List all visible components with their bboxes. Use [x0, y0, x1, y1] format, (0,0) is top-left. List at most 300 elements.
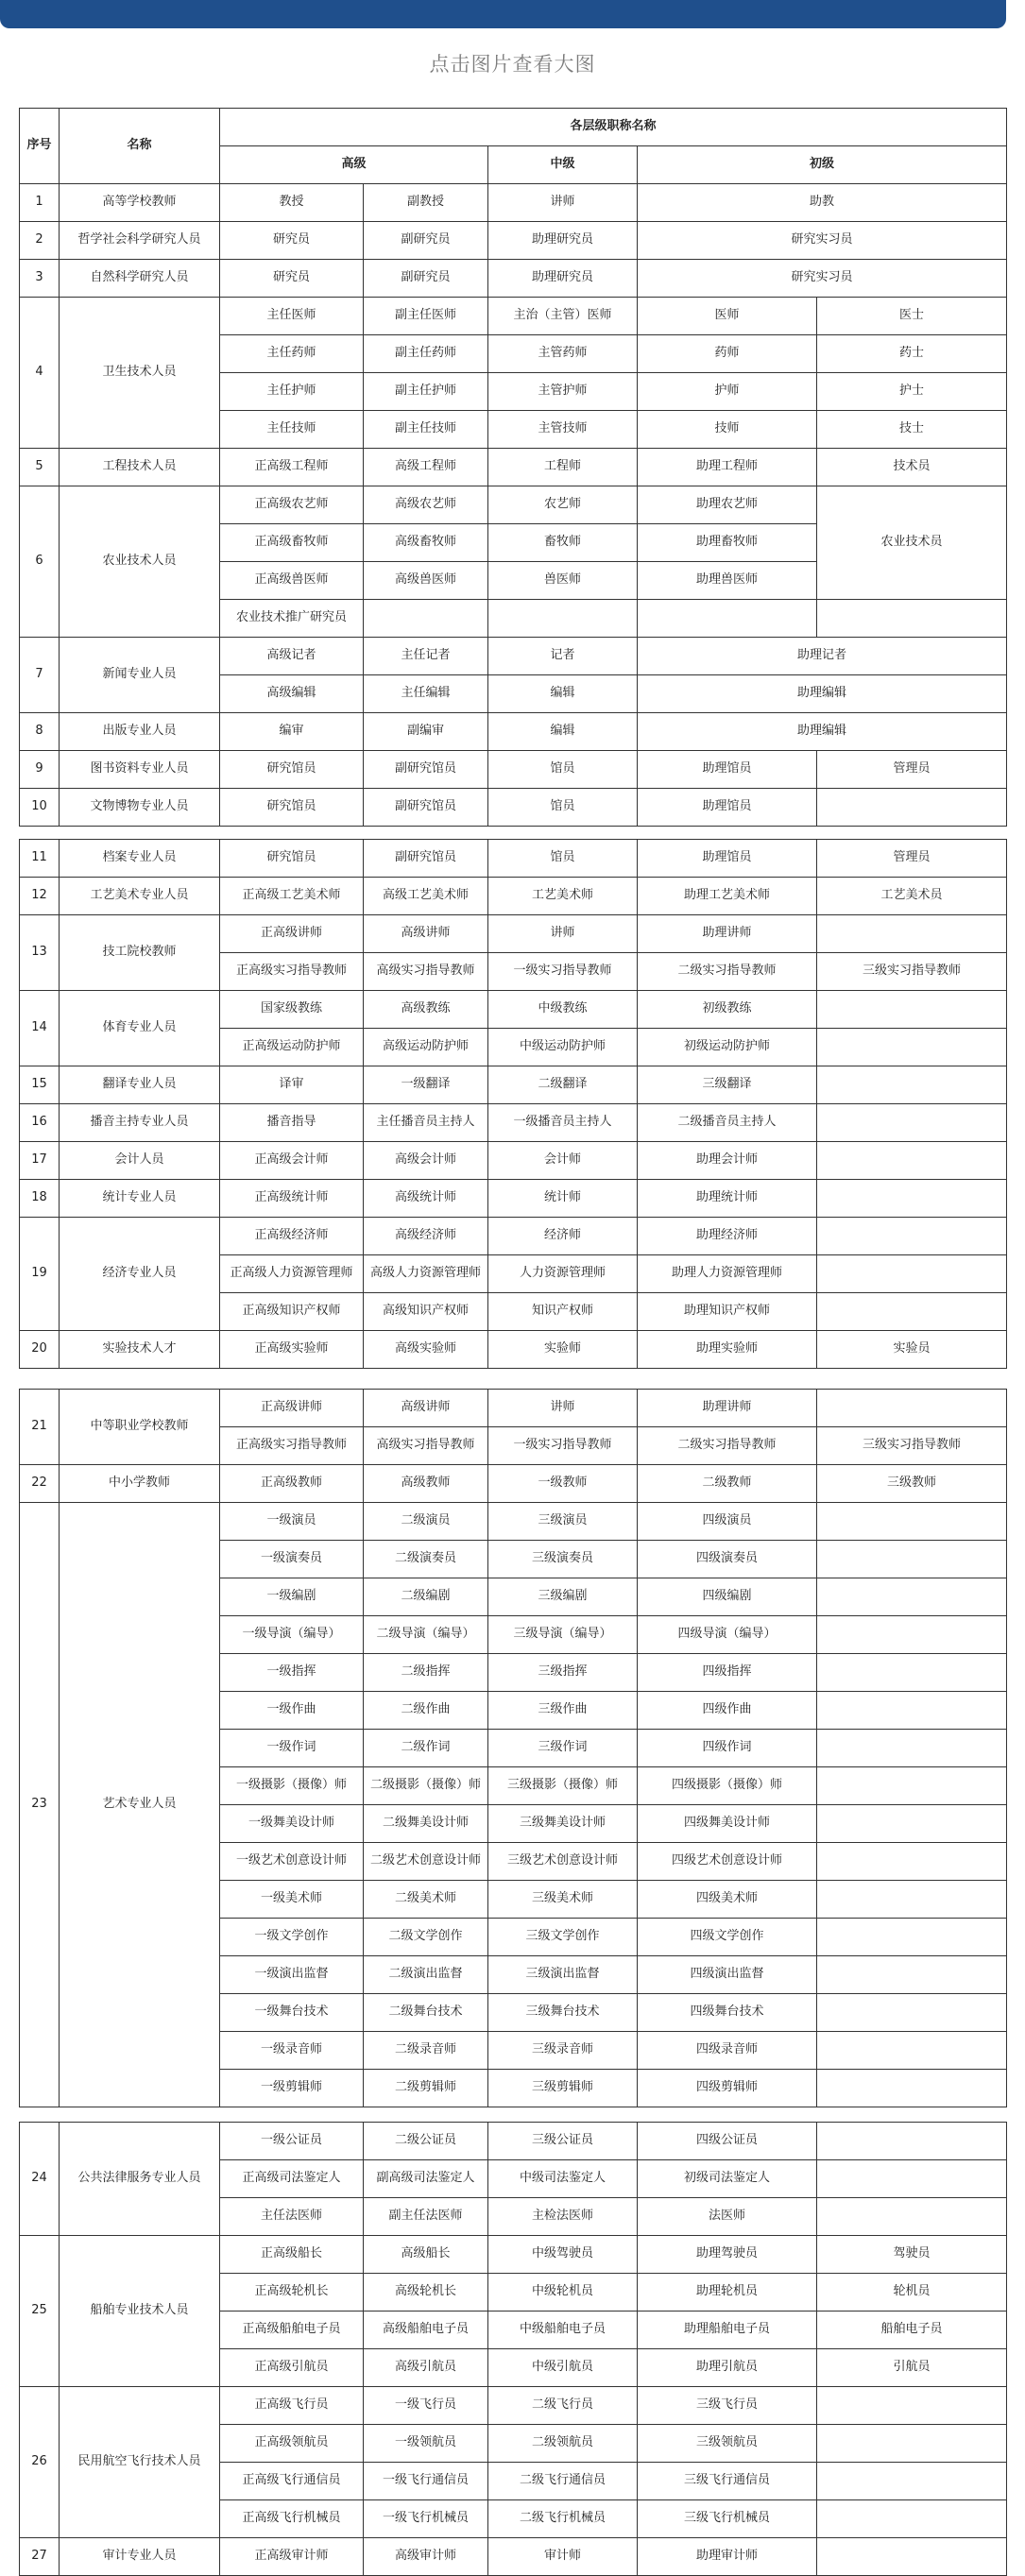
table-cell: 三级编剧 — [488, 1578, 638, 1616]
table-cell: 船舶专业技术人员 — [60, 2236, 220, 2387]
table-cell — [817, 1956, 1007, 1994]
table-cell: 一级录音师 — [220, 2032, 364, 2070]
table-row — [20, 915, 1007, 953]
table-cell: 四级演奏员 — [638, 1541, 817, 1578]
table-cell: 19 — [20, 1218, 60, 1331]
table-cell: 四级演出监督 — [638, 1956, 817, 1994]
table-cell: 医士 — [817, 298, 1007, 335]
table-cell: 技工院校教师 — [60, 915, 220, 991]
table-cell: 助理引航员 — [638, 2349, 817, 2387]
table-cell: 二级美术师 — [364, 1881, 488, 1919]
header-senior: 高级 — [220, 146, 488, 184]
table-cell: 12 — [20, 878, 60, 915]
table-cell: 高级教练 — [364, 991, 488, 1029]
table-cell: 一级文学创作 — [220, 1919, 364, 1956]
table-cell: 三级艺术创意设计师 — [488, 1843, 638, 1881]
table-cell: 助理馆员 — [638, 840, 817, 878]
table-cell: 一级美术师 — [220, 1881, 364, 1919]
table-cell: 编审 — [220, 713, 364, 751]
table-row — [20, 260, 1007, 298]
table-cell — [817, 1104, 1007, 1142]
table-row — [20, 2538, 1007, 2576]
table-cell: 16 — [20, 1104, 60, 1142]
table-cell: 正高级教师 — [220, 1465, 364, 1503]
title-table-part-3 — [19, 1389, 1007, 2107]
table-row — [20, 298, 1007, 335]
table-cell: 正高级船长 — [220, 2236, 364, 2274]
table-cell: 二级演员 — [364, 1503, 488, 1541]
table-cell: 助理编辑 — [638, 675, 1007, 713]
table-cell — [817, 1390, 1007, 1427]
table-cell — [817, 2425, 1007, 2463]
table-cell: 主任护师 — [220, 373, 364, 411]
table-cell: 正高级经济师 — [220, 1218, 364, 1255]
table-cell: 三级飞行员 — [638, 2387, 817, 2425]
table-cell: 副研究馆员 — [364, 751, 488, 789]
table-row — [20, 713, 1007, 751]
header-middle: 中级 — [488, 146, 638, 184]
table-cell: 助教 — [638, 184, 1007, 222]
table-cell: 一级飞行机械员 — [364, 2500, 488, 2538]
table-cell: 工艺美术员 — [817, 878, 1007, 915]
table-cell: 三级演员 — [488, 1503, 638, 1541]
table-cell: 21 — [20, 1390, 60, 1465]
table-cell: 助理经济师 — [638, 1218, 817, 1255]
table-row — [20, 222, 1007, 260]
table-cell: 高级教师 — [364, 1465, 488, 1503]
table-cell: 药士 — [817, 335, 1007, 373]
table-cell: 体育专业人员 — [60, 991, 220, 1066]
table-cell: 助理审计师 — [638, 2538, 817, 2576]
table-cell: 初级运动防护师 — [638, 1029, 817, 1066]
table-cell: 一级飞行员 — [364, 2387, 488, 2425]
table-cell — [817, 600, 1007, 638]
table-cell: 高级船舶电子员 — [364, 2312, 488, 2349]
table-cell: 14 — [20, 991, 60, 1066]
table-cell: 经济专业人员 — [60, 1218, 220, 1331]
table-row — [20, 449, 1007, 486]
table-row — [20, 2236, 1007, 2274]
table-cell — [817, 1843, 1007, 1881]
table-cell: 二级领航员 — [488, 2425, 638, 2463]
table-cell: 助理畜牧师 — [638, 524, 817, 562]
table-cell: 研究员 — [220, 222, 364, 260]
table-cell: 审计师 — [488, 2538, 638, 2576]
table-cell: 25 — [20, 2236, 60, 2387]
table-cell: 三级飞行通信员 — [638, 2463, 817, 2500]
table-cell: 播音指导 — [220, 1104, 364, 1142]
table-cell: 正高级统计师 — [220, 1180, 364, 1218]
table-cell: 讲师 — [488, 915, 638, 953]
table-cell: 高级人力资源管理师 — [364, 1255, 488, 1293]
table-cell: 工程师 — [488, 449, 638, 486]
table-cell: 助理驾驶员 — [638, 2236, 817, 2274]
table-cell: 副主任医师 — [364, 298, 488, 335]
table-cell: 高级编辑 — [220, 675, 364, 713]
table-cell: 档案专业人员 — [60, 840, 220, 878]
table-cell: 工艺美术师 — [488, 878, 638, 915]
table-cell: 11 — [20, 840, 60, 878]
table-cell — [817, 1730, 1007, 1767]
table-cell: 助理轮机员 — [638, 2274, 817, 2312]
table-cell: 13 — [20, 915, 60, 991]
table-row — [20, 638, 1007, 675]
table-cell: 四级编剧 — [638, 1578, 817, 1616]
table-cell: 三级文学创作 — [488, 1919, 638, 1956]
table-cell: 主任技师 — [220, 411, 364, 449]
table-cell: 正高级领航员 — [220, 2425, 364, 2463]
table-row — [20, 486, 1007, 524]
table-cell: 二级录音师 — [364, 2032, 488, 2070]
table-row — [20, 789, 1007, 827]
table-cell: 三级作词 — [488, 1730, 638, 1767]
table-cell: 馆员 — [488, 751, 638, 789]
table-cell: 助理讲师 — [638, 1390, 817, 1427]
table-cell: 文物博物专业人员 — [60, 789, 220, 827]
table-cell: 技术员 — [817, 449, 1007, 486]
table-cell: 三级摄影（摄像）师 — [488, 1767, 638, 1805]
table-cell: 国家级教练 — [220, 991, 364, 1029]
table-row — [20, 1066, 1007, 1104]
table-cell: 四级摄影（摄像）师 — [638, 1767, 817, 1805]
table-cell: 民用航空飞行技术人员 — [60, 2387, 220, 2538]
table-cell: 主管药师 — [488, 335, 638, 373]
table-cell: 二级艺术创意设计师 — [364, 1843, 488, 1881]
table-cell: 副研究馆员 — [364, 840, 488, 878]
table-cell: 正高级飞行通信员 — [220, 2463, 364, 2500]
table-cell: 一级领航员 — [364, 2425, 488, 2463]
table-cell: 正高级轮机长 — [220, 2274, 364, 2312]
table-row — [20, 2387, 1007, 2425]
table-cell: 17 — [20, 1142, 60, 1180]
table-cell: 正高级飞行机械员 — [220, 2500, 364, 2538]
table-cell — [817, 1654, 1007, 1692]
table-cell: 四级公证员 — [638, 2123, 817, 2160]
table-cell: 27 — [20, 2538, 60, 2576]
table-cell: 高级兽医师 — [364, 562, 488, 600]
table-cell: 高级引航员 — [364, 2349, 488, 2387]
table-row — [20, 1104, 1007, 1142]
table-cell: 高级讲师 — [364, 915, 488, 953]
title-table-part-1 — [19, 108, 1007, 827]
table-cell: 助理统计师 — [638, 1180, 817, 1218]
table-cell — [817, 1142, 1007, 1180]
table-row — [20, 878, 1007, 915]
table-cell: 高级审计师 — [364, 2538, 488, 2576]
table-cell: 一级导演（编导） — [220, 1616, 364, 1654]
table-cell: 一级实习指导教师 — [488, 1427, 638, 1465]
header-name: 名称 — [60, 109, 220, 184]
table-cell: 中级司法鉴定人 — [488, 2160, 638, 2198]
table-cell — [817, 1692, 1007, 1730]
table-cell: 四级作词 — [638, 1730, 817, 1767]
table-cell — [817, 915, 1007, 953]
table-cell: 药师 — [638, 335, 817, 373]
table-cell: 技士 — [817, 411, 1007, 449]
table-cell: 助理实验师 — [638, 1331, 817, 1369]
table-cell: 初级司法鉴定人 — [638, 2160, 817, 2198]
table-cell: 副主任药师 — [364, 335, 488, 373]
table-cell: 高级经济师 — [364, 1218, 488, 1255]
table-cell — [817, 1616, 1007, 1654]
table-cell: 三级指挥 — [488, 1654, 638, 1692]
table-row — [20, 1503, 1007, 1541]
header-junior: 初级 — [638, 146, 1007, 184]
table-cell — [817, 2500, 1007, 2538]
table-cell: 四级作曲 — [638, 1692, 817, 1730]
table-cell: 1 — [20, 184, 60, 222]
table-cell: 一级教师 — [488, 1465, 638, 1503]
table-cell — [817, 2198, 1007, 2236]
table-cell: 轮机员 — [817, 2274, 1007, 2312]
table-cell: 二级公证员 — [364, 2123, 488, 2160]
table-cell: 馆员 — [488, 789, 638, 827]
table-cell: 引航员 — [817, 2349, 1007, 2387]
table-cell: 三级演奏员 — [488, 1541, 638, 1578]
table-cell: 编辑 — [488, 675, 638, 713]
table-cell: 工程技术人员 — [60, 449, 220, 486]
table-cell: 三级教师 — [817, 1465, 1007, 1503]
table-cell — [817, 1218, 1007, 1255]
table-cell: 7 — [20, 638, 60, 713]
table-cell: 工艺美术专业人员 — [60, 878, 220, 915]
table-cell: 助理兽医师 — [638, 562, 817, 600]
table-cell — [817, 1881, 1007, 1919]
table-cell: 高级统计师 — [364, 1180, 488, 1218]
table-cell: 高级记者 — [220, 638, 364, 675]
table-cell: 二级剪辑师 — [364, 2070, 488, 2107]
table-cell: 三级实习指导教师 — [817, 1427, 1007, 1465]
table-cell: 法医师 — [638, 2198, 817, 2236]
view-large-image-caption[interactable]: 点击图片查看大图 — [429, 53, 596, 76]
table-cell: 一级实习指导教师 — [488, 953, 638, 991]
table-row — [20, 1142, 1007, 1180]
table-cell: 护士 — [817, 373, 1007, 411]
table-cell: 正高级飞行员 — [220, 2387, 364, 2425]
table-cell: 研究实习员 — [638, 260, 1007, 298]
table-cell: 二级飞行员 — [488, 2387, 638, 2425]
table-cell: 高级讲师 — [364, 1390, 488, 1427]
table-cell: 主任编辑 — [364, 675, 488, 713]
table-cell: 一级编剧 — [220, 1578, 364, 1616]
table-cell: 助理讲师 — [638, 915, 817, 953]
table-cell: 二级播音员主持人 — [638, 1104, 817, 1142]
table-cell: 四级演员 — [638, 1503, 817, 1541]
table-cell: 10 — [20, 789, 60, 827]
table-cell: 研究员 — [220, 260, 364, 298]
table-cell: 新闻专业人员 — [60, 638, 220, 713]
table-cell — [817, 1503, 1007, 1541]
table-row — [20, 2123, 1007, 2160]
table-cell: 中级教练 — [488, 991, 638, 1029]
table-cell: 23 — [20, 1503, 60, 2107]
table-cell: 中级船舶电子员 — [488, 2312, 638, 2349]
table-cell — [817, 1994, 1007, 2032]
table-cell: 二级教师 — [638, 1465, 817, 1503]
table-cell: 二级文学创作 — [364, 1919, 488, 1956]
table-cell: 三级舞美设计师 — [488, 1805, 638, 1843]
table-cell: 记者 — [488, 638, 638, 675]
table-cell: 5 — [20, 449, 60, 486]
table-cell: 管理员 — [817, 751, 1007, 789]
table-cell: 一级舞美设计师 — [220, 1805, 364, 1843]
table-cell: 研究实习员 — [638, 222, 1007, 260]
table-cell: 高级轮机长 — [364, 2274, 488, 2312]
table-cell: 正高级农艺师 — [220, 486, 364, 524]
table-cell: 主任药师 — [220, 335, 364, 373]
table-cell: 主任医师 — [220, 298, 364, 335]
table-cell: 三级作曲 — [488, 1692, 638, 1730]
header-banner — [0, 0, 1006, 28]
table-cell: 副主任法医师 — [364, 2198, 488, 2236]
table-row — [20, 1331, 1007, 1369]
table-cell — [488, 600, 638, 638]
table-cell: 中等职业学校教师 — [60, 1390, 220, 1465]
table-cell: 二级演奏员 — [364, 1541, 488, 1578]
table-row — [20, 1218, 1007, 1255]
table-cell: 正高级兽医师 — [220, 562, 364, 600]
table-cell: 助理农艺师 — [638, 486, 817, 524]
table-cell: 副研究馆员 — [364, 789, 488, 827]
table-cell: 26 — [20, 2387, 60, 2538]
table-cell: 3 — [20, 260, 60, 298]
table-cell: 4 — [20, 298, 60, 449]
table-cell: 助理馆员 — [638, 751, 817, 789]
table-cell — [638, 600, 817, 638]
table-cell: 二级舞美设计师 — [364, 1805, 488, 1843]
table-cell: 农艺师 — [488, 486, 638, 524]
table-cell: 三级舞台技术 — [488, 1994, 638, 2032]
table-cell: 一级指挥 — [220, 1654, 364, 1692]
table-cell: 卫生技术人员 — [60, 298, 220, 449]
table-cell: 正高级实习指导教师 — [220, 1427, 364, 1465]
table-cell: 三级导演（编导） — [488, 1616, 638, 1654]
table-cell: 副教授 — [364, 184, 488, 222]
table-cell: 高级农艺师 — [364, 486, 488, 524]
table-cell: 一级播音员主持人 — [488, 1104, 638, 1142]
table-cell: 正高级知识产权师 — [220, 1293, 364, 1331]
table-cell: 正高级司法鉴定人 — [220, 2160, 364, 2198]
table-cell: 助理人力资源管理师 — [638, 1255, 817, 1293]
table-cell — [817, 1919, 1007, 1956]
title-table-part-2 — [19, 839, 1007, 1369]
table-cell: 编辑 — [488, 713, 638, 751]
table-cell: 助理工程师 — [638, 449, 817, 486]
table-cell: 讲师 — [488, 184, 638, 222]
table-cell: 一级艺术创意设计师 — [220, 1843, 364, 1881]
table-cell: 正高级工程师 — [220, 449, 364, 486]
table-row — [20, 1465, 1007, 1503]
table-cell: 高级畜牧师 — [364, 524, 488, 562]
table-cell: 一级摄影（摄像）师 — [220, 1767, 364, 1805]
table-cell: 副主任护师 — [364, 373, 488, 411]
table-cell: 一级演出监督 — [220, 1956, 364, 1994]
table-cell: 正高级人力资源管理师 — [220, 1255, 364, 1293]
table-cell: 一级作词 — [220, 1730, 364, 1767]
table-cell: 高级会计师 — [364, 1142, 488, 1180]
table-cell: 中级驾驶员 — [488, 2236, 638, 2274]
table-cell: 畜牧师 — [488, 524, 638, 562]
table-cell — [817, 2123, 1007, 2160]
table-cell: 三级翻译 — [638, 1066, 817, 1104]
table-cell: 一级舞台技术 — [220, 1994, 364, 2032]
header-levels-title: 各层级职称名称 — [220, 109, 1007, 146]
table-row — [20, 1390, 1007, 1427]
table-cell: 四级录音师 — [638, 2032, 817, 2070]
table-cell: 三级美术师 — [488, 1881, 638, 1919]
table-cell: 主管技师 — [488, 411, 638, 449]
table-cell — [817, 1180, 1007, 1218]
table-cell: 统计师 — [488, 1180, 638, 1218]
table-cell: 驾驶员 — [817, 2236, 1007, 2274]
table-row — [20, 840, 1007, 878]
table-cell: 一级翻译 — [364, 1066, 488, 1104]
table-cell: 人力资源管理师 — [488, 1255, 638, 1293]
table-cell — [817, 2387, 1007, 2425]
title-table-part-4 — [19, 2122, 1007, 2576]
table-cell: 管理员 — [817, 840, 1007, 878]
table-cell: 二级飞行通信员 — [488, 2463, 638, 2500]
table-cell: 农业技术人员 — [60, 486, 220, 638]
table-cell — [817, 1767, 1007, 1805]
table-cell: 自然科学研究人员 — [60, 260, 220, 298]
table-cell: 正高级讲师 — [220, 1390, 364, 1427]
table-cell: 翻译专业人员 — [60, 1066, 220, 1104]
table-cell: 高级船长 — [364, 2236, 488, 2274]
table-cell: 知识产权师 — [488, 1293, 638, 1331]
table-cell: 二级飞行机械员 — [488, 2500, 638, 2538]
table-cell: 主任法医师 — [220, 2198, 364, 2236]
table-cell: 正高级船舶电子员 — [220, 2312, 364, 2349]
table-cell: 研究馆员 — [220, 751, 364, 789]
table-cell: 正高级实习指导教师 — [220, 953, 364, 991]
table-cell: 助理会计师 — [638, 1142, 817, 1180]
table-cell: 正高级引航员 — [220, 2349, 364, 2387]
table-cell: 医师 — [638, 298, 817, 335]
table-cell: 实验员 — [817, 1331, 1007, 1369]
table-cell: 实验技术人才 — [60, 1331, 220, 1369]
table-cell: 二级指挥 — [364, 1654, 488, 1692]
table-cell: 二级编剧 — [364, 1578, 488, 1616]
table-cell — [817, 991, 1007, 1029]
table-cell: 三级演出监督 — [488, 1956, 638, 1994]
header-seq: 序号 — [20, 109, 60, 184]
table-cell: 助理研究员 — [488, 222, 638, 260]
table-cell: 四级文学创作 — [638, 1919, 817, 1956]
table-cell: 图书资料专业人员 — [60, 751, 220, 789]
table-cell: 播音主持专业人员 — [60, 1104, 220, 1142]
table-cell: 四级导演（编导） — [638, 1616, 817, 1654]
table-cell: 副高级司法鉴定人 — [364, 2160, 488, 2198]
table-cell: 三级实习指导教师 — [817, 953, 1007, 991]
table-cell: 正高级讲师 — [220, 915, 364, 953]
table-cell: 二级实习指导教师 — [638, 953, 817, 991]
table-cell: 二级舞台技术 — [364, 1994, 488, 2032]
table-cell: 副研究员 — [364, 260, 488, 298]
table-cell: 助理船舶电子员 — [638, 2312, 817, 2349]
table-cell: 高级工艺美术师 — [364, 878, 488, 915]
table-cell — [817, 1293, 1007, 1331]
table-cell: 审计专业人员 — [60, 2538, 220, 2576]
table-cell: 初级教练 — [638, 991, 817, 1029]
table-cell: 2 — [20, 222, 60, 260]
table-row — [20, 751, 1007, 789]
table-cell: 助理工艺美术师 — [638, 878, 817, 915]
table-cell: 助理记者 — [638, 638, 1007, 675]
table-cell: 24 — [20, 2123, 60, 2236]
table-cell — [817, 1578, 1007, 1616]
table-cell: 三级剪辑师 — [488, 2070, 638, 2107]
